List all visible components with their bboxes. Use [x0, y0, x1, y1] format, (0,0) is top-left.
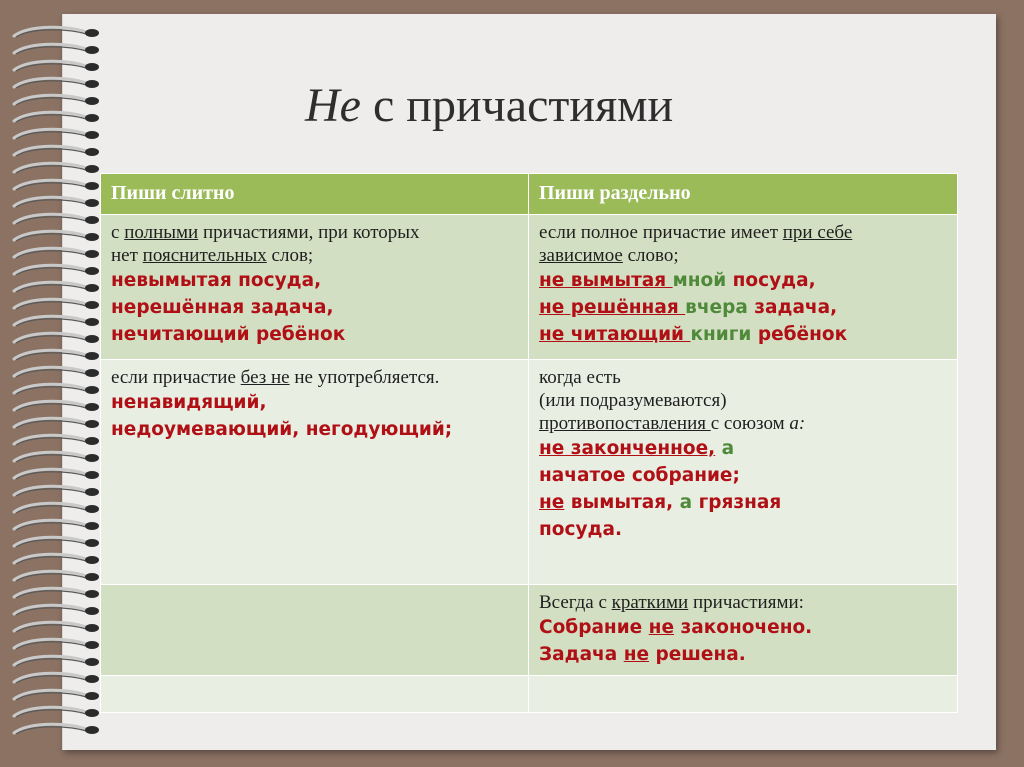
- cell-short-participles-separate: Всегда с краткими причастиями: Собрание не законочено. Задача не решена.: [529, 585, 958, 676]
- page-title: Не с причастиями: [305, 79, 674, 132]
- cell-empty-left: [101, 585, 529, 676]
- spiral-binding-icon: [0, 20, 110, 740]
- cell-without-ne-fused: если причастие без не не употребляется. ненавидящий, недоумевающий, негодующий;: [101, 360, 529, 585]
- rules-table: [100, 173, 958, 713]
- cell-full-participles-fused: с полными причастиями, при которых нет пояснительных слов; невымытая посуда, нерешённая задача, нечитающий ребёнок: [101, 215, 529, 360]
- cell-contrast-separate: когда есть (или подразумеваются) противопоставления с союзом а: не законченное, а начатое собрание; не вымытая, а грязная посуда.: [529, 360, 958, 585]
- cell-dependent-word-separate: если полное причастие имеет при себе зависимое слово; не вымытая мной посуда, не решённая вчера задача, не читающий книги ребёнок: [529, 215, 958, 360]
- cell-empty-bottom-right: [529, 676, 958, 713]
- header-fused: Пиши слитно: [101, 174, 529, 215]
- cell-empty-bottom-left: [101, 676, 529, 713]
- header-separate: Пиши раздельно: [529, 174, 958, 215]
